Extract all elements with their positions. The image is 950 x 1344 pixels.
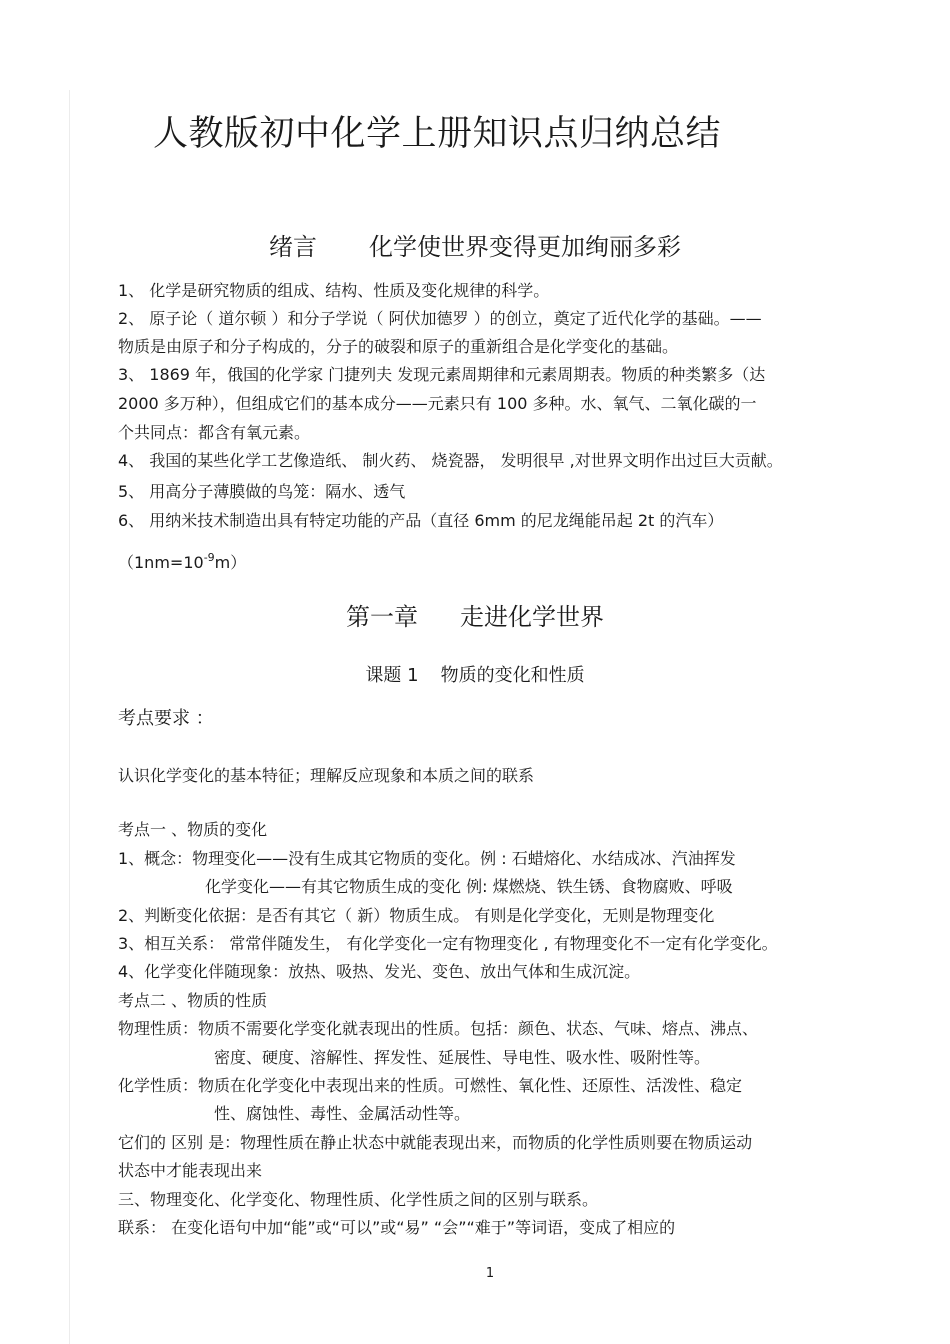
chapter-title: 走进化学世界 bbox=[460, 603, 604, 631]
difference-line-1: 它们的 区别 是：物理性质在静止状态中就能表现出来，而物质的化学性质则要在物质运动 bbox=[118, 1133, 753, 1152]
topic-number: 课题 1 bbox=[365, 665, 419, 686]
section-three-heading: 三、物理变化、化学变化、物理性质、化学性质之间的区别与联系。 bbox=[118, 1190, 599, 1209]
physical-property-line-1: 物理性质：物质不需要化学变化就表现出的性质。包括：颜色、状态、气味、熔点、沸点、 bbox=[118, 1019, 759, 1038]
requirements-label: 考点要求 ： bbox=[118, 708, 214, 729]
concept-line-2: 化学变化——有其它物质生成的变化 例: 煤燃烧、铁生锈、食物腐败、呼吸 bbox=[205, 877, 733, 896]
relation-line: 3、相互关系： 常常伴随发生， 有化学变化一定有物理变化 , 有物理变化不一定有化学变化。 bbox=[118, 934, 778, 953]
intro-item-6: 6、 用纳米技术制造出具有特定功能的产品（直径 6mm 的尼龙绳能吊起 2t 的汽车） bbox=[118, 511, 724, 530]
intro-item-2-line-1: 2、 原子论（ 道尔顿 ）和分子学说（ 阿伏加德罗 ）的创立，奠定了近代化学的基础。—— bbox=[118, 309, 762, 328]
physical-property-line-2: 密度、硬度、溶解性、挥发性、延展性、导电性、吸水性、吸附性等。 bbox=[214, 1048, 711, 1067]
chapter-heading bbox=[0, 600, 950, 634]
connection-line: 联系： 在变化语句中加“能”或“可以”或“易” “会”“难于”等词语，变成了相应的 bbox=[118, 1218, 676, 1237]
nano-note-prefix: （1nm=10 bbox=[118, 553, 204, 572]
intro-item-2-line-2: 物质是由原子和分子构成的，分子的破裂和原子的重新组合是化学变化的基础。 bbox=[118, 337, 679, 356]
intro-item-1: 1、 化学是研究物质的组成、结构、性质及变化规律的科学。 bbox=[118, 281, 550, 300]
intro-item-3-line-2: 2000 多万种），但组成它们的基本成分——元素只有 100 多种。水、氧气、二氧化碳的一 bbox=[118, 394, 757, 413]
intro-item-4: 4、 我国的某些化学工艺像造纸、 制火药、 烧瓷器， 发明很早 ,对世界文明作出过巨大贡献。 bbox=[118, 451, 783, 470]
concept-line-1: 1、概念：物理变化——没有生成其它物质的变化。例 : 石蜡熔化、水结成冰、汽油挥发 bbox=[118, 849, 736, 868]
intro-item-5: 5、 用高分子薄膜做的鸟笼：隔水、透气 bbox=[118, 482, 406, 501]
difference-line-2: 状态中才能表现出来 bbox=[118, 1161, 263, 1180]
intro-heading bbox=[0, 230, 950, 264]
chemical-property-line-1: 化学性质：物质在化学变化中表现出来的性质。可燃性、氧化性、还原性、活泼性、稳定 bbox=[118, 1076, 743, 1095]
chemical-property-line-2: 性、腐蚀性、毒性、金属活动性等。 bbox=[214, 1104, 471, 1123]
topic-heading bbox=[0, 664, 950, 688]
phenomena-line: 4、化学变化伴随现象：放热、吸热、发光、变色、放出气体和生成沉淀。 bbox=[118, 962, 641, 981]
topic-title: 物质的变化和性质 bbox=[440, 665, 585, 686]
nano-note-suffix: m） bbox=[214, 553, 247, 572]
document-title: 人教版初中化学上册知识点归纳总结 bbox=[153, 114, 722, 154]
page-left-edge bbox=[69, 90, 70, 1344]
intro-heading-left: 绪言 bbox=[269, 233, 317, 261]
nano-note bbox=[118, 553, 246, 573]
page-number: 1 bbox=[485, 1266, 495, 1281]
intro-heading-right: 化学使世界变得更加绚丽多彩 bbox=[369, 233, 681, 261]
point-two-heading: 考点二 、物质的性质 bbox=[118, 991, 268, 1010]
intro-item-3-line-1: 3、 1869 年，俄国的化学家 门捷列夫 发现元素周期律和元素周期表。物质的种类繁多（达 bbox=[118, 365, 766, 384]
point-one-heading: 考点一 、物质的变化 bbox=[118, 820, 268, 839]
judgement-line: 2、判断变化依据：是否有其它（ 新）物质生成。 有则是化学变化，无则是物理变化 bbox=[118, 906, 715, 925]
requirements-text: 认识化学变化的基本特征；理解反应现象和本质之间的联系 bbox=[118, 766, 535, 785]
nano-note-exponent: -9 bbox=[203, 551, 215, 564]
chapter-number: 第一章 bbox=[346, 603, 418, 631]
intro-item-3-line-3: 个共同点：都含有氧元素。 bbox=[118, 423, 311, 442]
